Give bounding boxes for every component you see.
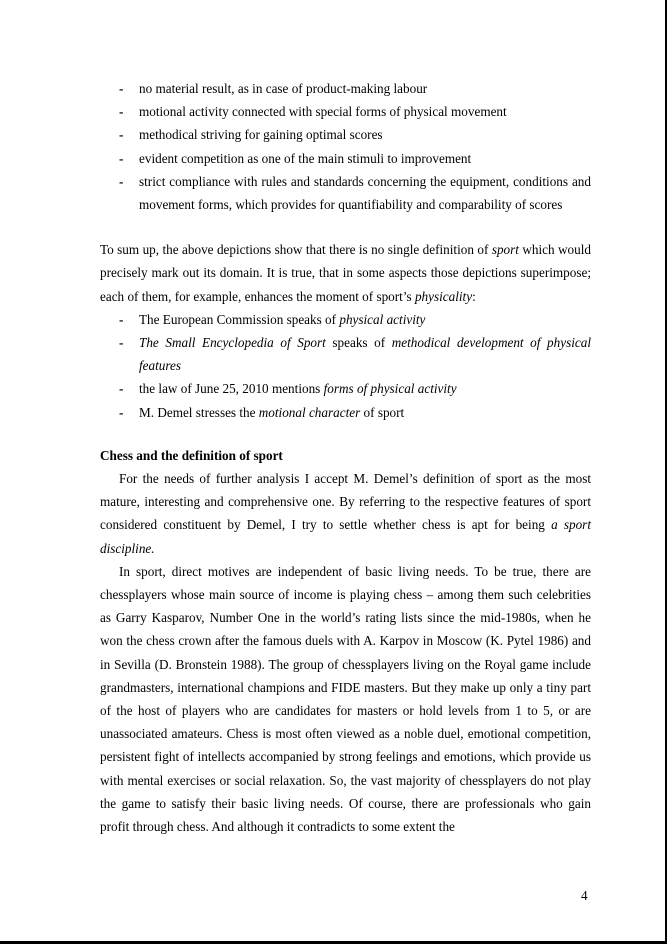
section-heading: Chess and the definition of sport bbox=[100, 447, 283, 463]
list-item bbox=[100, 170, 591, 216]
list-item bbox=[100, 401, 591, 424]
dash-bullet: - bbox=[119, 150, 124, 166]
list-item bbox=[100, 377, 591, 400]
paragraph-emphasis: a sport discipline. bbox=[100, 517, 591, 556]
list-item-emphasis: methodical development of physical features bbox=[139, 335, 591, 374]
list-item-text: evident competition as one of the main stimuli to improvement bbox=[139, 150, 472, 166]
page-content bbox=[100, 77, 591, 838]
page-number: 4 bbox=[581, 888, 588, 903]
list-item-text: M. Demel stresses the bbox=[139, 404, 259, 420]
paragraph-text: For the needs of further analysis I accept M. Demel’s definition of sport as the most mature, interesting and comprehensive one. By referring to the respective features of sport considered constituent by Demel, I try to settle whether chess is apt for being bbox=[100, 471, 591, 533]
list-item-text: strict compliance with rules and standards concerning the equipment, conditions and movement forms, which provides for quantifiability and comparability of scores bbox=[139, 173, 591, 213]
list-item-emphasis: The Small Encyclopedia of Sport bbox=[139, 335, 326, 351]
dash-bullet: - bbox=[119, 81, 124, 96]
list-item-text: speaks of bbox=[325, 335, 392, 351]
list-item bbox=[100, 100, 591, 123]
body-paragraph bbox=[100, 467, 591, 560]
list-item bbox=[100, 308, 591, 331]
list-item bbox=[100, 331, 591, 377]
dash-bullet: - bbox=[119, 381, 124, 397]
list-item-emphasis: physical activity bbox=[339, 311, 426, 327]
list-item-text: The European Commission speaks of bbox=[139, 311, 340, 327]
summary-emphasis: physicality bbox=[414, 288, 473, 304]
summary-text: which would precisely mark out its domain. It is true, that in some aspects those depictions superimpose; each of them, for example, enhances the moment of sport’s bbox=[100, 242, 592, 304]
definitions-list bbox=[100, 308, 591, 424]
list-item bbox=[100, 77, 591, 100]
list-item-emphasis: forms of physical activity bbox=[323, 381, 457, 397]
list-item-text: no material result, as in case of product-making labour bbox=[139, 81, 428, 96]
dash-bullet: - bbox=[119, 404, 124, 420]
criteria-list bbox=[100, 77, 591, 216]
list-item-text: the law of June 25, 2010 mentions bbox=[139, 381, 324, 397]
list-item-text: methodical striving for gaining optimal scores bbox=[139, 127, 383, 143]
dash-bullet: - bbox=[119, 335, 124, 351]
summary-text: : bbox=[472, 288, 476, 304]
summary-text: To sum up, the above depictions show that there is no single definition of bbox=[100, 242, 492, 258]
list-item bbox=[100, 147, 591, 170]
list-item-emphasis: motional character bbox=[258, 404, 361, 420]
list-item-text: motional activity connected with special forms of physical movement bbox=[139, 104, 507, 120]
dash-bullet: - bbox=[119, 311, 124, 327]
list-item bbox=[100, 123, 591, 146]
summary-emphasis: sport bbox=[491, 242, 519, 258]
list-item-text: of sport bbox=[360, 404, 405, 420]
dash-bullet: - bbox=[119, 127, 124, 143]
dash-bullet: - bbox=[119, 173, 124, 189]
dash-bullet: - bbox=[119, 104, 124, 120]
summary-paragraph bbox=[100, 238, 591, 308]
body-paragraph: In sport, direct motives are independent of basic living needs. To be true, there are chessplayers whose main source of income is playing chess – among them such celebrities as Garry Kasparov, Number One in the world’s rating lists since the mid-1980s, when he won the chess crown after the famous duels with A. Karpov in Moscow (K. Pytel 1986) and in Sevilla (D. Bronstein 1988). The group of chessplayers living on the Royal game include grandmasters, international champions and FIDE masters. But they make up only a tiny part of the host of players who are candidates for masters or hold levels from 1 to 5, or are unassociated amateurs. Chess is most often viewed as a noble duel, emotional competition, persistent fight of intellects accompanied by strong feelings and emotions, which provide us with mental exercises or social relaxation. So, the vast majority of chessplayers do not play the game to satisfy their basic living needs. Of course, there are professionals who gain profit through chess. And although it contradicts to some extent the bbox=[100, 563, 591, 835]
